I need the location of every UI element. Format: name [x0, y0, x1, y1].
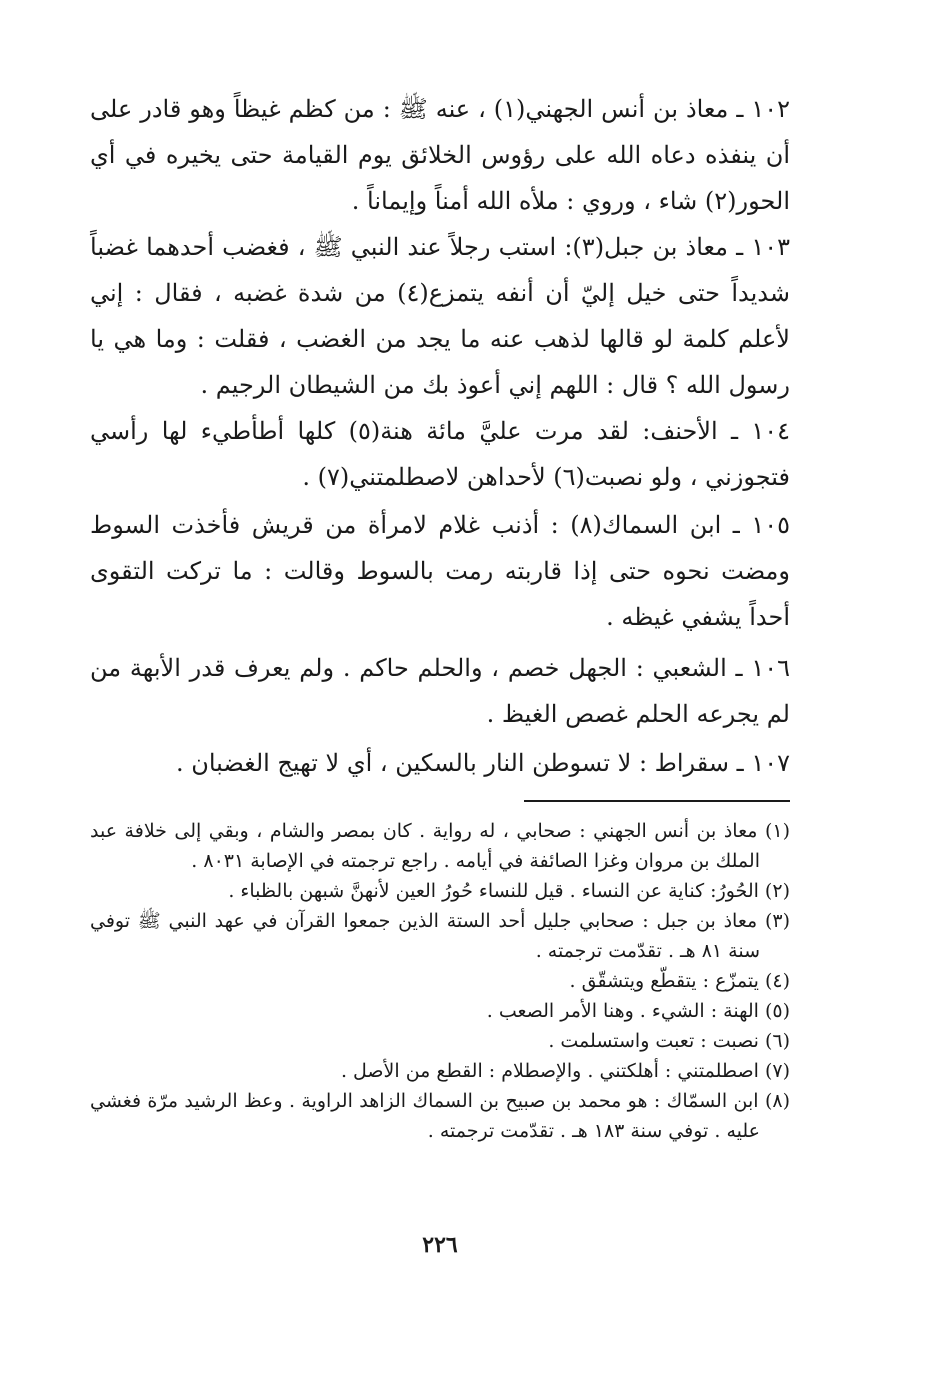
footnote-7: (٧) اصطلمتني : أهلكتني . والإصطلام : القطع من الأصل .: [340, 1060, 790, 1082]
footnote-8: (٨) ابن السمّاك : هو محمد بن صبيح بن السماك الزاهد الراوية . وعظ الرشيد مرّة فغشي عليه . توفي سنة ١٨٣ هـ . تقدّمت ترجمته .: [90, 1090, 790, 1142]
footnote-5: (٥) الهنة : الشيء . وهنا الأمر الصعب .: [486, 1000, 790, 1022]
footnote-2: (٢) الحُورُ: كناية عن النساء . قيل للنساء حُورُ العين لأنهنَّ شبهن بالظباء .: [228, 880, 790, 902]
page-number: ٢٢٦: [422, 1232, 458, 1258]
footnotes-section: [90, 816, 790, 1146]
paragraph-107: ١٠٧ ـ سقراط : لا تسوطن النار بالسكين ، أي لا تهيج الغضبان .: [175, 749, 790, 777]
paragraph-103: ١٠٣ ـ معاذ بن جبل(٣): استب رجلاً عند النبي ﷺ ، فغضب أحدهما غضباً شديداً حتى خيل إليّ أن أنفه يتمزع(٤) من شدة غضبه ، فقال : إني لأعلم كلمة لو قالها لذهب عنه ما يجد من الغضب ، فقلت : وما هي يا رسول الله ؟ قال : اللهم إني أعوذ بك من الشيطان الرجيم .: [90, 233, 790, 399]
footnote-1: (١) معاذ بن أنس الجهني : صحابي ، له رواية . كان بمصر والشام ، وبقي إلى خلافة عبد الملك بن مروان وغزا الصائفة في أيامه . راجع ترجمته في الإصابة ٨٠٣١ .: [90, 820, 790, 872]
footnote-divider: [524, 800, 790, 802]
footnote-3: (٣) معاذ بن جبل : صحابي جليل أحد الستة الذين جمعوا القرآن في عهد النبي ﷺ توفي سنة ٨١ هـ . تقدّمت ترجمته .: [90, 910, 790, 962]
paragraph-104: ١٠٤ ـ الأحنف: لقد مرت عليَّ مائة هنة(٥) كلها أطأطيء لها رأسي فتجوزني ، ولو نصبت(٦) لأحداهن لاصطلمتني(٧) .: [90, 417, 791, 491]
paragraph-102: ١٠٢ ـ معاذ بن أنس الجهني(١) ، عنه ﷺ : من كظم غيظاً وهو قادر على أن ينفذه دعاه الله على رؤوس الخلائق يوم القيامة حتى يخيره في أي الحور(٢) شاء ، وروي : ملأه الله أمناً وإيماناً .: [90, 95, 790, 215]
paragraph-106: ١٠٦ ـ الشعبي : الجهل خصم ، والحلم حاكم . ولم يعرف قدر الأبهة من لم يجرعه الحلم غصص الغيظ .: [90, 654, 790, 728]
paragraph-105: ١٠٥ ـ ابن السماك(٨) : أذنب غلام لامرأة من قريش فأخذت السوط ومضت نحوه حتى إذا قاربته رمت بالسوط وقالت : ما تركت التقوى أحداً يشفي غيظه .: [90, 511, 790, 631]
footnote-4: (٤) يتمزّع : يتقطّع ويتشقّق .: [569, 970, 790, 992]
footnote-6: (٦) نصبت : تعبت واستسلمت .: [548, 1030, 790, 1052]
